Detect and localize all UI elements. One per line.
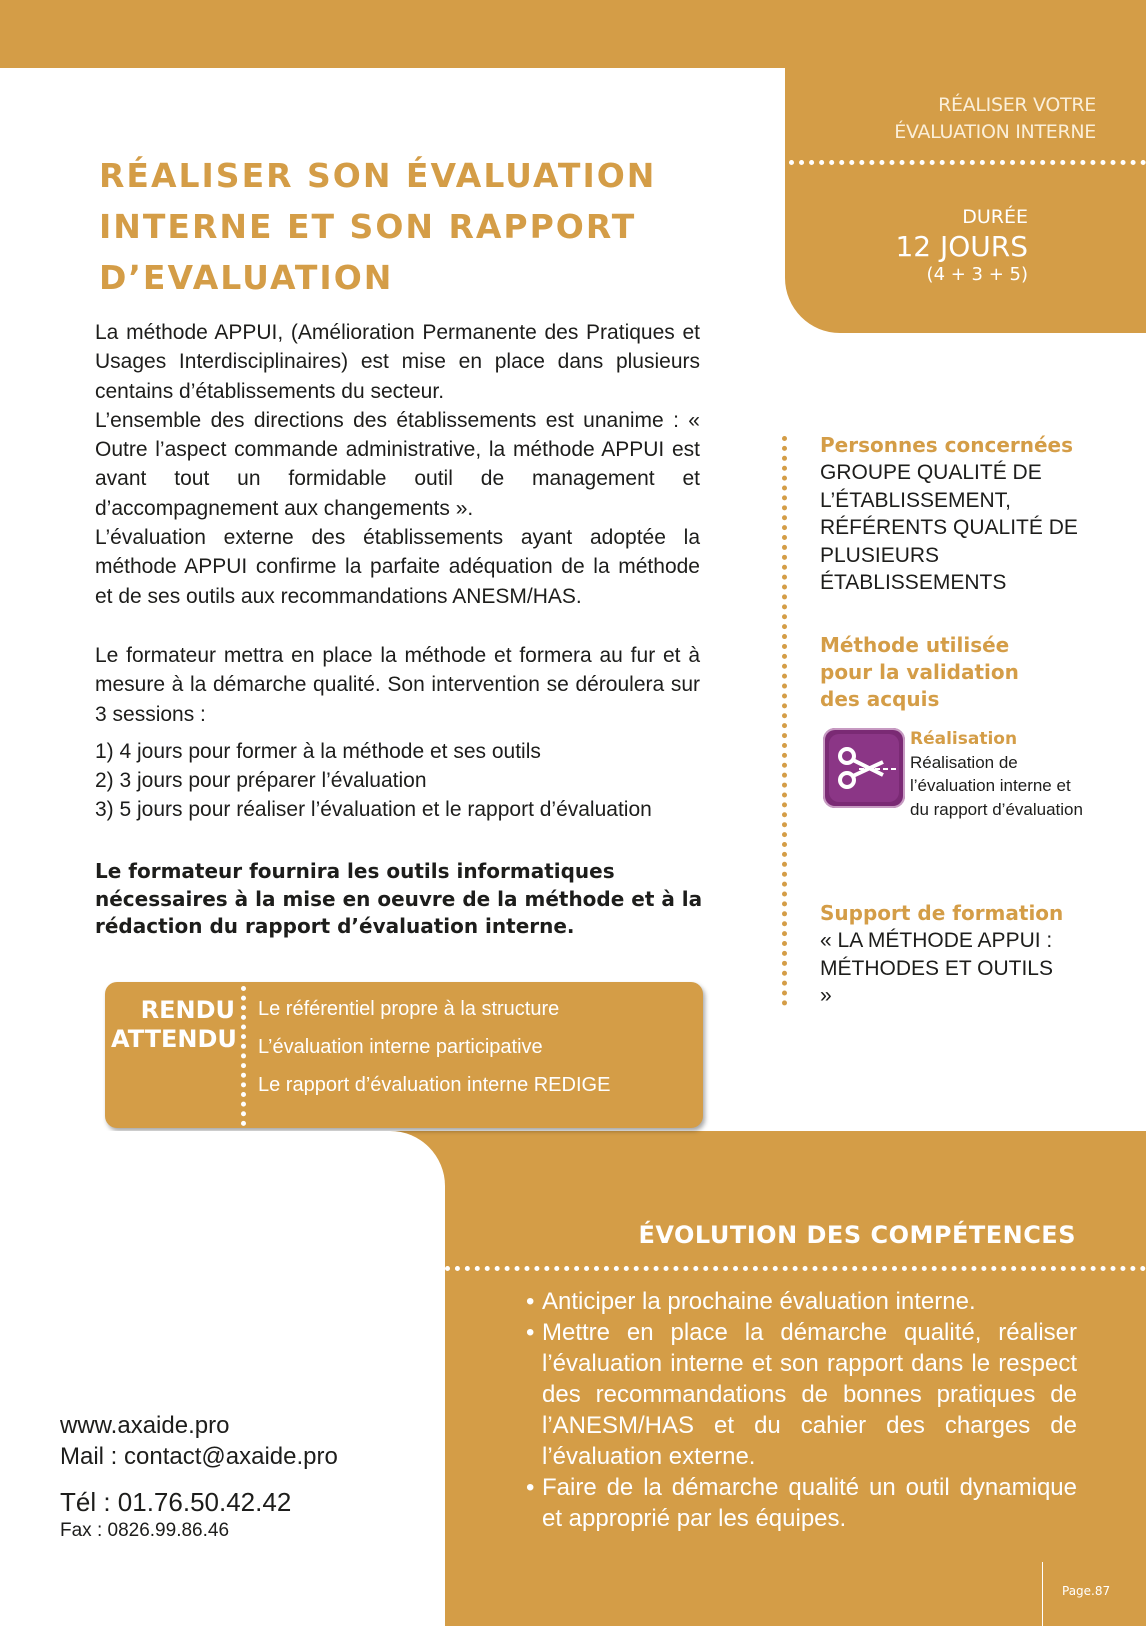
website-link[interactable]: www.axaide.pro	[60, 1412, 230, 1439]
page-title: RÉALISER SON ÉVALUATION INTERNE ET SON RAPPORT D’EVALUATION	[99, 156, 657, 297]
personnes-section	[820, 432, 1100, 597]
list-item: 2) 3 jours pour préparer l’évaluation	[95, 769, 427, 793]
support-section	[820, 900, 1070, 1010]
list-item: • Anticiper la prochaine évaluation interne.	[526, 1286, 1077, 1317]
section-heading: Support de formation	[820, 901, 1064, 925]
rendu-list	[258, 994, 610, 1108]
list-item: L’évaluation interne participative	[258, 1036, 543, 1058]
methode-section	[820, 632, 1060, 713]
duration-label: DURÉE	[962, 206, 1028, 228]
header-tab	[785, 68, 1146, 333]
rendu-divider	[241, 986, 246, 1126]
paragraph: La méthode APPUI, (Amélioration Permanente des Pratiques et Usages Interdisciplinaires) est mise en place dans plusieurs centains d’établissements du secteur.	[95, 321, 700, 403]
evolution-divider	[445, 1266, 1146, 1271]
rendu-attendu-box	[105, 982, 703, 1128]
duration-detail: (4 + 3 + 5)	[926, 264, 1028, 285]
list-item: Le référentiel propre à la structure	[258, 998, 560, 1020]
rendu-label: RENDU ATTENDU	[111, 996, 237, 1053]
paragraph: L’évaluation externe des établissements ayant adoptée la méthode APPUI confirme la parfaite adéquation de la méthode et de ses outils aux recommandations ANESM/HAS.	[95, 526, 700, 608]
evolution-list	[526, 1286, 1077, 1534]
list-item: • Faire de la démarche qualité un outil dynamique et approprié par les équipes.	[526, 1472, 1077, 1534]
email-link[interactable]: Mail : contact@axaide.pro	[60, 1443, 338, 1470]
contact-area	[0, 1131, 445, 1626]
realisation-text: Réalisation de l’évaluation interne et du rapport d’évaluation	[910, 753, 1083, 819]
page-number: Page.87	[1062, 1584, 1111, 1598]
fax-number: Fax : 0826.99.86.46	[60, 1520, 230, 1541]
paragraph: Le formateur mettra en place la méthode et formera au fur et à mesure à la démarche qualité. Son intervention se déroulera sur 3 sessions :	[95, 643, 700, 726]
list-item: 1) 4 jours pour former à la méthode et ses outils	[95, 739, 541, 763]
section-heading: Méthode utilisée pour la validation des acquis	[820, 633, 1019, 711]
phone-number: Tél : 01.76.50.42.42	[60, 1487, 292, 1517]
body-text	[95, 318, 700, 825]
tab-title: RÉALISER VOTRE ÉVALUATION INTERNE	[894, 94, 1096, 143]
list-item: • Mettre en place la démarche qualité, réaliser l’évaluation interne et son rapport dans le respect des recommandations de bonnes pratiques de l’ANESM/HAS et du cahier des charges de l’évaluation externe.	[526, 1317, 1077, 1472]
duration-value: 12 JOURS	[895, 230, 1028, 263]
paragraph: L’ensemble des directions des établissements est unanime : « Outre l’aspect commande administrative, la méthode APPUI est avant tout un formidable outil de management et d’accompagnement aux changements ».	[95, 408, 700, 520]
list-item: Le rapport d’évaluation interne REDIGE	[258, 1074, 611, 1096]
section-heading: Personnes concernées	[820, 433, 1074, 457]
side-divider	[782, 436, 787, 1006]
tools-note: Le formateur fournira les outils informatiques nécessaires à la mise en oeuvre de la méthode et à la rédaction du rapport d’évaluation interne.	[95, 859, 703, 938]
page-separator	[1042, 1562, 1043, 1626]
contact-block	[60, 1410, 338, 1544]
list-item: 3) 5 jours pour réaliser l’évaluation et le rapport d’évaluation	[95, 798, 652, 822]
section-text: « LA MÉTHODE APPUI : MÉTHODES ET OUTILS »	[820, 929, 1053, 1007]
tab-divider	[789, 160, 1146, 165]
scissors-icon	[823, 728, 905, 808]
duration-block	[895, 204, 1028, 286]
realisation-heading: Réalisation	[910, 729, 1018, 749]
evolution-title: ÉVOLUTION DES COMPÉTENCES	[638, 1221, 1076, 1249]
section-text: GROUPE QUALITÉ DE L’ÉTABLISSEMENT, RÉFÉRENTS QUALITÉ DE PLUSIEURS ÉTABLISSEMENTS	[820, 461, 1078, 594]
